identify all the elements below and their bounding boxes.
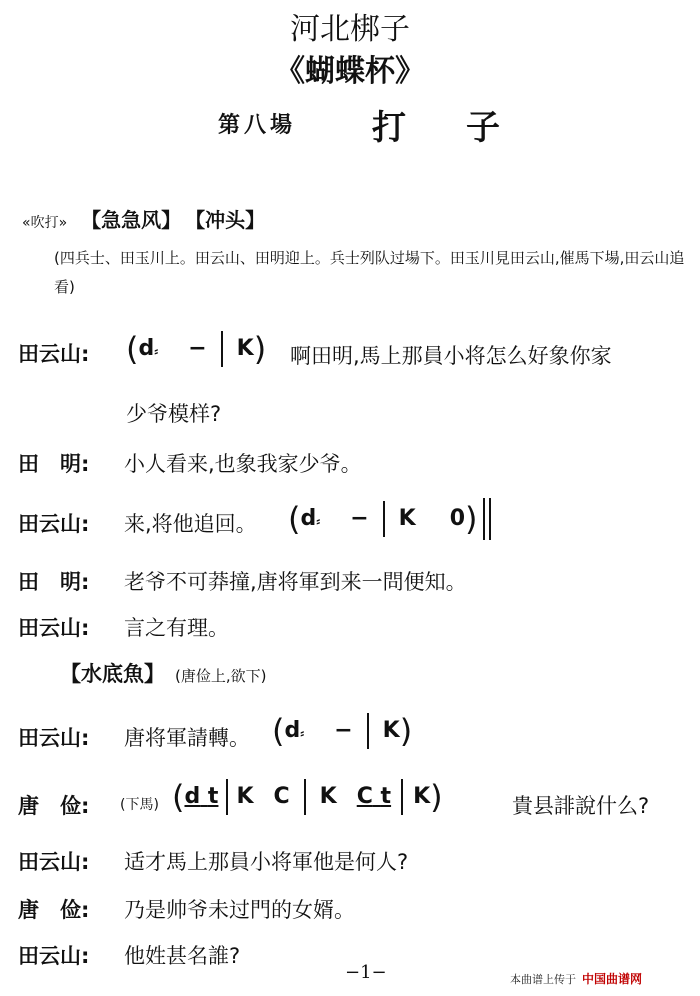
dialogue-line: 田 明: bbox=[18, 452, 90, 476]
dialogue-line: 田云山: bbox=[18, 616, 90, 640]
dialogue-text-cont: 少爷模样? bbox=[126, 402, 222, 426]
speaker-name: 田 明 bbox=[18, 570, 81, 594]
double-bar-line bbox=[483, 498, 485, 540]
dialogue-line bbox=[18, 338, 89, 368]
tune-label: 【水底魚】 bbox=[60, 662, 165, 686]
percussion-notation: (d t K C K C t K) bbox=[172, 778, 443, 816]
stage-direction: (四兵士、田玉川上。田云山、田明迎上。兵士列队过場下。田玉川見田云山,催馬下場,田云山追看) bbox=[54, 249, 685, 296]
stage-direction: (唐俭上,欲下) bbox=[175, 667, 267, 685]
dialogue-text: 啊田明,馬上那員小将怎么好象你家 bbox=[290, 344, 612, 368]
bar-line bbox=[221, 331, 223, 367]
speaker-name: 田 明 bbox=[18, 452, 81, 476]
dialogue-text: 来,将他追回。 bbox=[124, 512, 257, 536]
speaker-name: 田云山 bbox=[18, 342, 81, 366]
watermark bbox=[510, 970, 642, 987]
speaker-name: 唐 俭 bbox=[18, 898, 81, 922]
cue-text: «吹打» bbox=[22, 215, 68, 231]
speaker-name: 田云山 bbox=[18, 512, 81, 536]
speaker-name: 田云山 bbox=[18, 944, 81, 968]
bar-line bbox=[383, 501, 385, 537]
dialogue-line: 田云山: bbox=[18, 512, 90, 536]
scene-name: 打子 bbox=[372, 108, 560, 148]
page-title: 河北梆子 bbox=[290, 12, 410, 47]
bar-line bbox=[226, 779, 228, 815]
dialogue-line: 田云山: bbox=[18, 944, 90, 968]
play-title: 《蝴蝶杯》 bbox=[275, 54, 425, 89]
stage-direction: (下馬) bbox=[120, 797, 159, 813]
dialogue-text: 言之有理。 bbox=[124, 616, 229, 640]
dialogue-text: 小人看来,也象我家少爷。 bbox=[124, 452, 362, 476]
intro-line bbox=[22, 204, 265, 233]
dialogue-line: 田 明: bbox=[18, 570, 90, 594]
bar-line bbox=[367, 713, 369, 749]
dialogue-text: 适才馬上那員小将軍他是何人? bbox=[124, 850, 409, 874]
watermark-brand: 中国曲谱网 bbox=[582, 972, 643, 986]
watermark-text: 本曲谱上传于 bbox=[510, 973, 576, 986]
scene-number: 第八場 bbox=[218, 113, 297, 138]
tune-cue bbox=[60, 658, 266, 688]
dialogue-text: 唐将軍請轉。 bbox=[124, 726, 250, 750]
dialogue-line: 田云山: bbox=[18, 726, 90, 750]
percussion-notation: (d⸗ − K 0) bbox=[288, 498, 491, 540]
speaker-name: 田云山 bbox=[18, 616, 81, 640]
page-number: −1− bbox=[345, 962, 387, 983]
bar-line bbox=[304, 779, 306, 815]
percussion-notation: (d⸗ − K) bbox=[126, 330, 267, 368]
speaker-name: 唐 俭 bbox=[18, 794, 81, 818]
percussion-notation: (d⸗ − K) bbox=[272, 712, 413, 750]
dialogue-text: 老爷不可莽撞,唐将軍到来一問便知。 bbox=[124, 570, 467, 594]
bar-line bbox=[401, 779, 403, 815]
dialogue-text: 他姓甚名誰? bbox=[124, 944, 241, 968]
colon: : bbox=[81, 342, 90, 366]
dialogue-line: 唐 俭: bbox=[18, 794, 90, 818]
speaker-name: 田云山 bbox=[18, 726, 81, 750]
tune-label: 【急急风】 bbox=[81, 208, 182, 232]
speaker-name: 田云山 bbox=[18, 850, 81, 874]
dialogue-line: 唐 俭: bbox=[18, 898, 90, 922]
dialogue-line: 田云山: bbox=[18, 850, 90, 874]
dialogue-text: 乃是帅爷未过門的女婿。 bbox=[124, 898, 355, 922]
double-bar-line bbox=[489, 498, 491, 540]
tune-label: 【冲头】 bbox=[195, 208, 266, 232]
dialogue-text: 貴县誹說什么? bbox=[512, 794, 650, 818]
